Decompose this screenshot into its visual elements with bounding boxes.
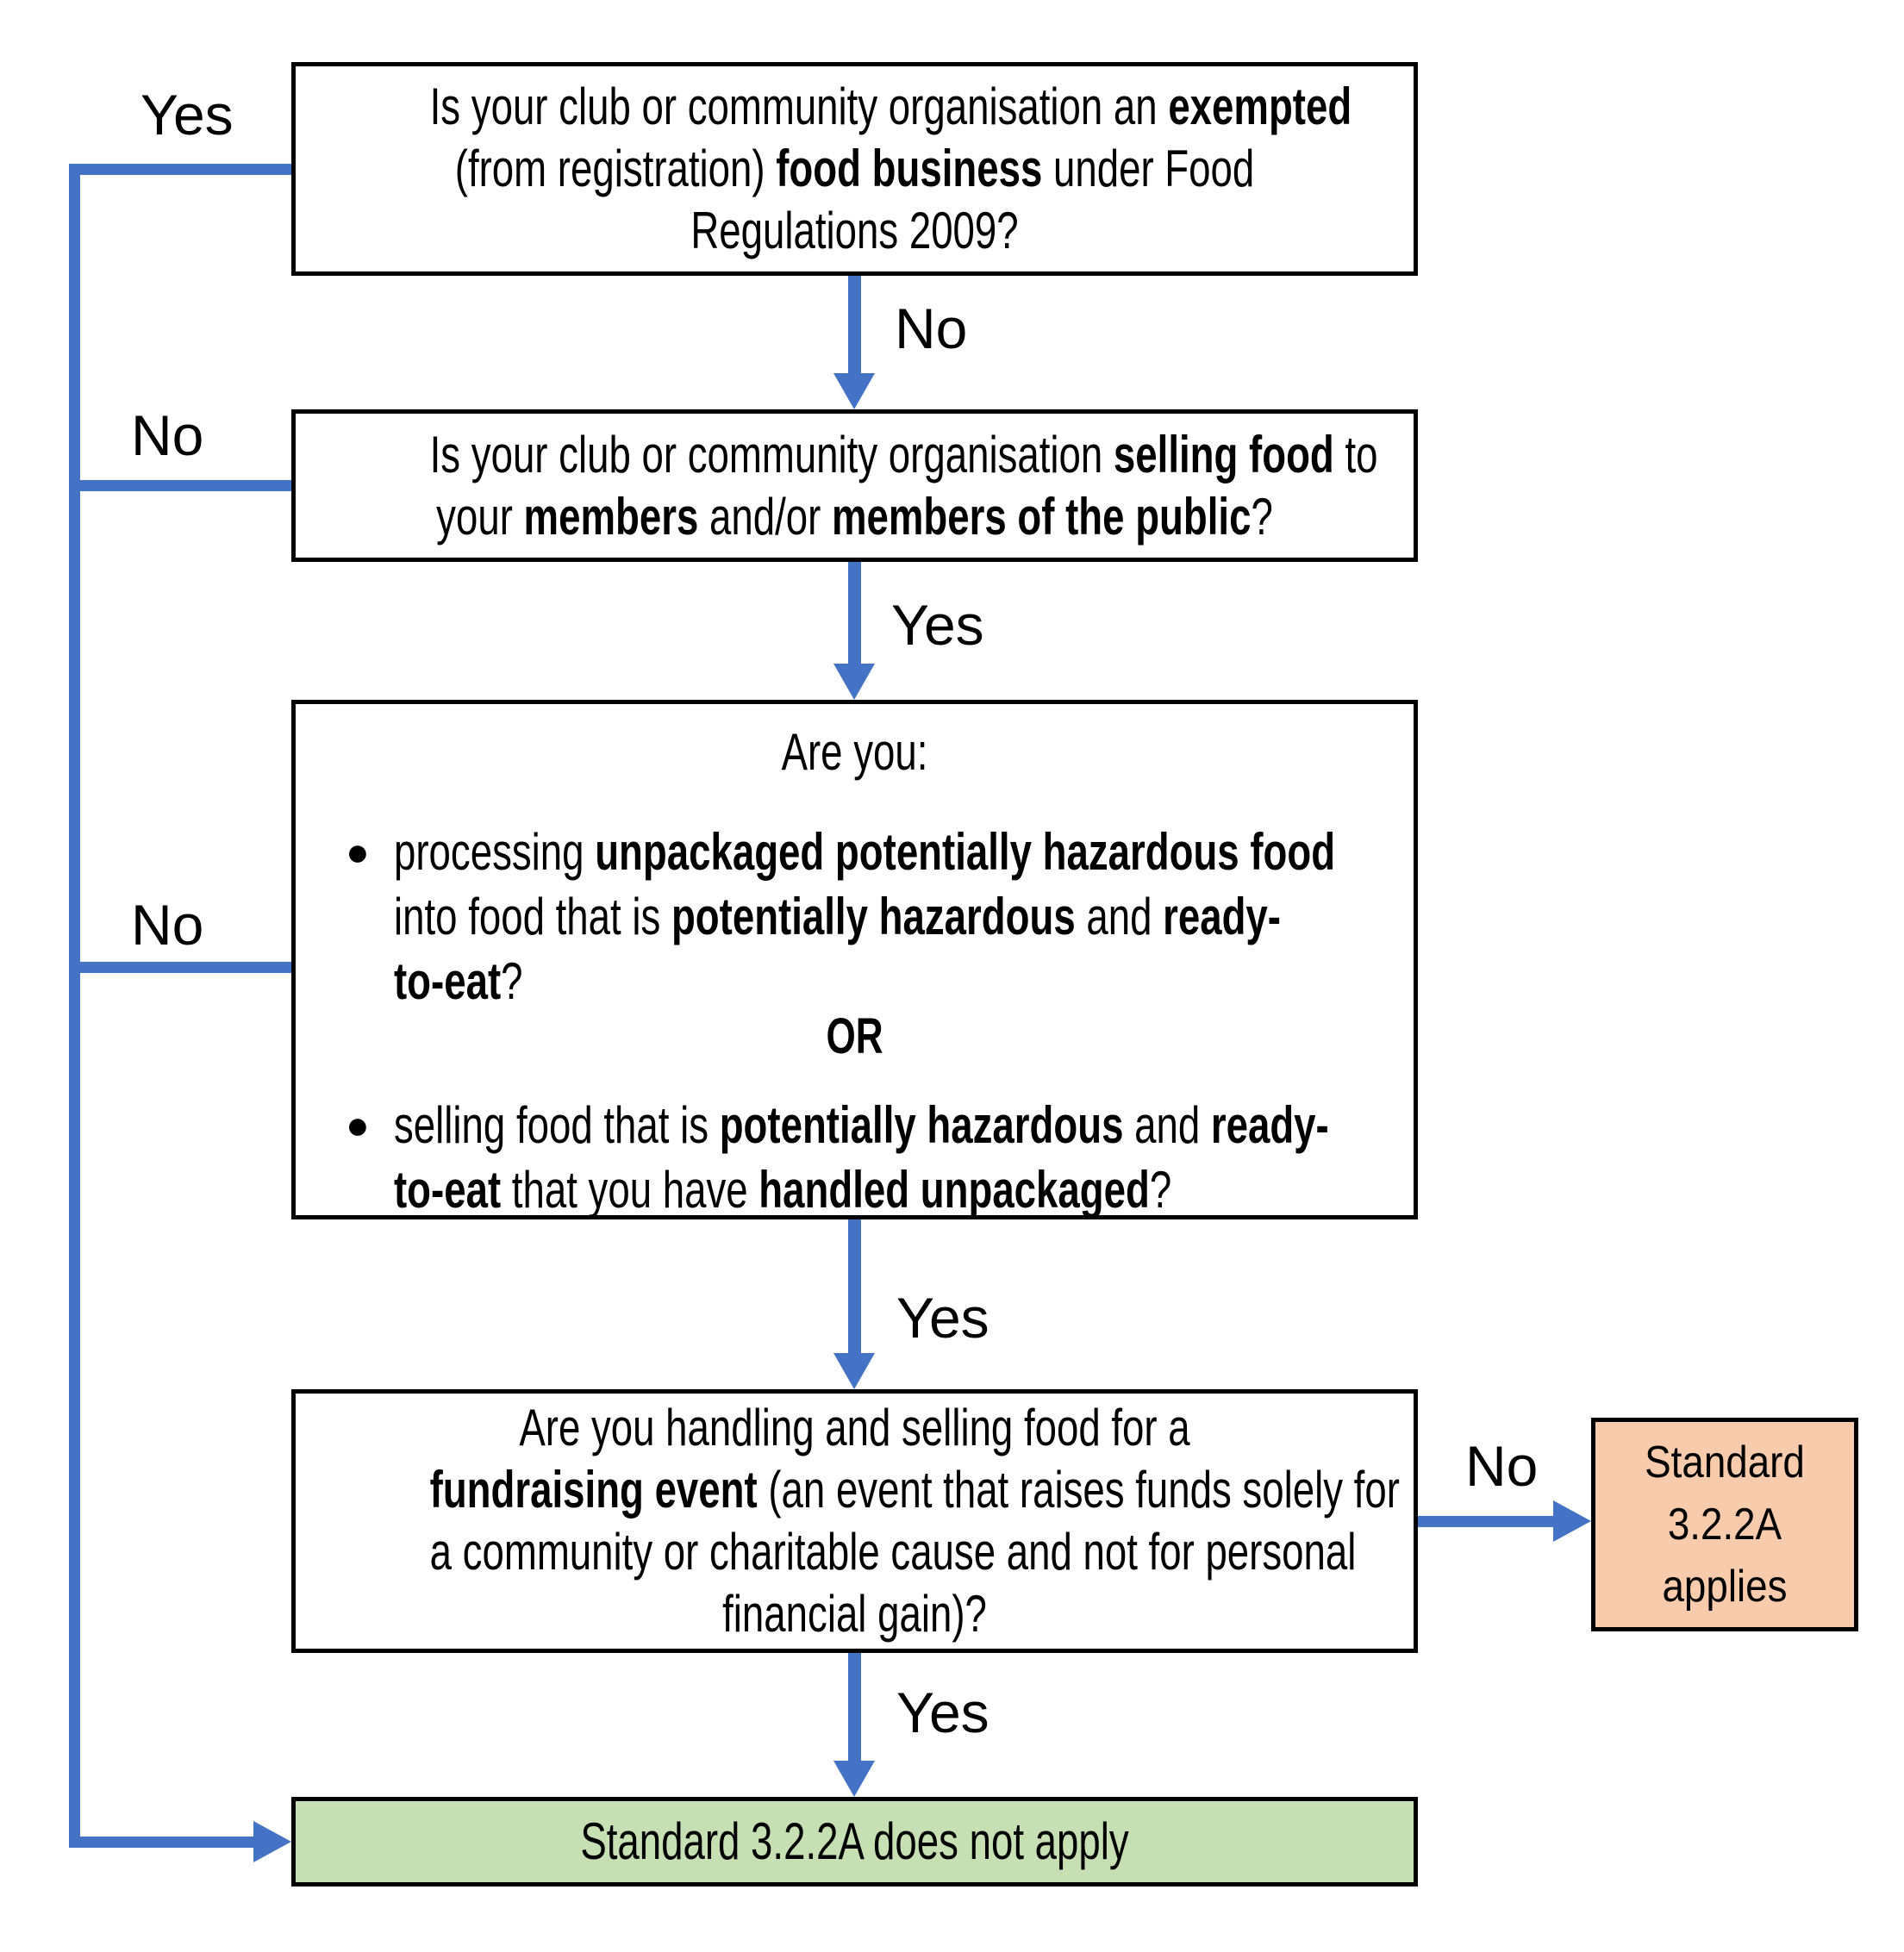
arrowhead-right-icon: [253, 1821, 291, 1862]
connector-q4-to-outcome: [848, 1653, 861, 1762]
connector-q2-to-q3: [848, 562, 861, 665]
outcome-box-standard-does-not-apply: Standard 3.2.2A does not apply: [291, 1797, 1418, 1887]
or-separator: OR: [826, 1008, 883, 1064]
question-heading: Are you:: [781, 723, 928, 781]
connector-q3-no-branch: [69, 962, 291, 973]
question-box-selling-food: Is your club or community organisation selling food to your members and/or members of the public?: [291, 409, 1418, 562]
arrowhead-down-icon: [833, 1353, 875, 1389]
question-box-exempted-food-business: Is your club or community organisation an exempted (from registration) food business under Food Regulations 2009?: [291, 62, 1418, 276]
arrowhead-down-icon: [833, 373, 875, 409]
outcome-box-standard-applies: Standard 3.2.2A applies: [1591, 1418, 1858, 1631]
connector-q1-to-q2: [848, 276, 861, 377]
connector-rail-to-outcome: [69, 1837, 255, 1848]
bullet-icon: ●: [346, 1102, 370, 1147]
label-yes-q1-branch: Yes: [140, 83, 234, 147]
arrowhead-down-icon: [833, 1761, 875, 1797]
arrowhead-right-icon: [1553, 1500, 1591, 1542]
bullet-item-selling: ● selling food that is potentially hazardous and ready- to-eat that you have handled unpackaged?: [296, 1093, 1414, 1222]
question-box-processing-or-selling: [291, 700, 1418, 1219]
label-yes-q3-to-q4: Yes: [896, 1286, 989, 1350]
connector-q4-to-applies: [1418, 1516, 1554, 1527]
connector-q1-yes-branch: [69, 164, 291, 175]
connector-q2-no-branch: [69, 480, 291, 491]
label-yes-q2-to-q3: Yes: [891, 593, 984, 657]
connector-q3-to-q4: [848, 1219, 861, 1355]
connector-left-rail: [69, 164, 80, 1847]
bullet-icon: ●: [346, 829, 370, 874]
label-no-q2-branch: No: [131, 403, 204, 467]
question-box-fundraising-event: Are you handling and selling food for a fundraising event (an event that raises funds solely for a community or charitable cause and not for personal financial gain)?: [291, 1389, 1418, 1653]
label-no-q3-branch: No: [131, 893, 204, 957]
label-no-q1-to-q2: No: [895, 296, 968, 360]
label-no-q4-to-applies: No: [1465, 1434, 1539, 1498]
bullet-item-processing: ● processing unpackaged potentially hazardous food into food that is potentially hazardous and ready- to-eat?: [296, 820, 1414, 1013]
arrowhead-down-icon: [833, 664, 875, 700]
label-yes-q4-to-outcome: Yes: [896, 1681, 989, 1744]
